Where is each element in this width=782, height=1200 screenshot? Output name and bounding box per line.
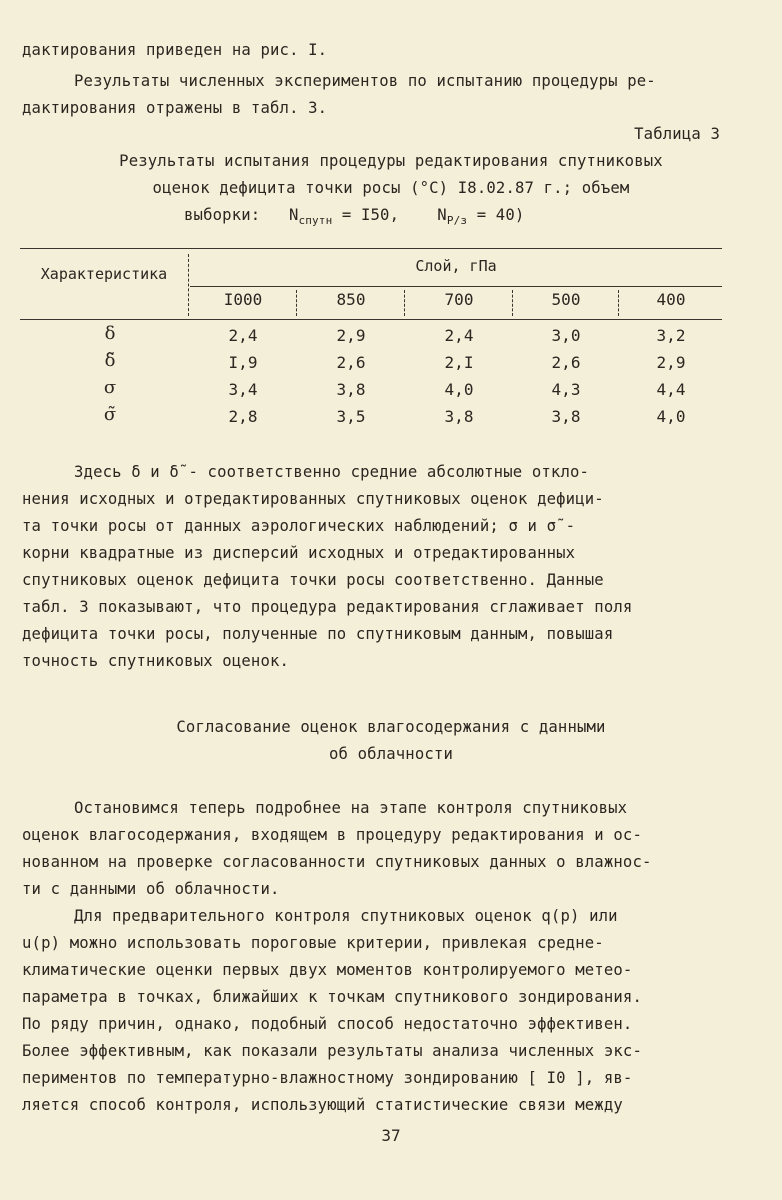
table-cell: 2,4 — [228, 326, 258, 345]
para3-line: климатические оценки первых двух моментов контролируемого метео- — [22, 961, 633, 979]
para1-line: та точки росы от данных аэрологических наблюдений; σ и σ̃ - — [22, 517, 576, 535]
row-symbol: σ̃ — [103, 404, 117, 425]
caption-n1: N — [288, 206, 299, 224]
table-cell: 2,9 — [336, 326, 366, 345]
table-caption-line-3 — [184, 205, 524, 231]
intro-line-1: дактирования приведен на рис. I. — [22, 41, 328, 59]
para1-line: Здесь δ и δ̃ - соответственно средние абсолютные откло- — [74, 463, 590, 481]
para2-line: оценок влагосодержания, входящем в процедуру редактирования и ос- — [22, 826, 642, 844]
layer-header: 700 — [444, 290, 474, 309]
table-cell: 4,0 — [444, 380, 474, 399]
para3-line: Более эффективным, как показали результаты анализа численных экс- — [22, 1042, 642, 1060]
para1-line: нения исходных и отредактированных спутниковых оценок дефици- — [22, 490, 604, 508]
para1-line: корни квадратные из дисперсий исходных и отредактированных — [22, 544, 576, 562]
caption-eq1: = I50, — [341, 206, 400, 224]
para3-line: Для предварительного контроля спутниковых оценок q(p) или — [74, 907, 618, 925]
section-title-line-2: об облачности — [329, 745, 453, 763]
table-cell: 4,0 — [656, 407, 686, 426]
para3-line: По ряду причин, однако, подобный способ недостаточно эффективен. — [22, 1015, 633, 1033]
table-divider-2 — [404, 290, 405, 316]
para1-line: спутниковых оценок дефицита точки росы соответственно. Данные — [22, 571, 604, 589]
para3-line: ляется способ контроля, использующий статистические связи между — [22, 1096, 623, 1114]
table-divider-3 — [512, 290, 513, 316]
table-divider-4 — [618, 290, 619, 316]
caption-n2-sub: P/з — [446, 214, 468, 228]
table-header-rule — [20, 319, 722, 320]
col-header-characteristic: Характеристика — [40, 265, 168, 283]
table-label: Таблица 3 — [634, 125, 720, 143]
para1-line: табл. 3 показывают, что процедура редактирования сглаживает поля — [22, 598, 633, 616]
layer-header: 400 — [656, 290, 686, 309]
table-cell: 3,2 — [656, 326, 686, 345]
data-table — [20, 246, 722, 436]
intro-line-2: Результаты численных экспериментов по испытанию процедуры ре- — [74, 72, 656, 90]
layer-header: 500 — [551, 290, 581, 309]
table-cell: 4,4 — [656, 380, 686, 399]
table-cell: 2,9 — [656, 353, 686, 372]
row-symbol: δ̃ — [104, 350, 116, 371]
table-cell: 2,6 — [336, 353, 366, 372]
para2-line: нованном на проверке согласованности спутниковых данных о влажнос- — [22, 853, 652, 871]
table-cell: 4,3 — [551, 380, 581, 399]
para1-line: точность спутниковых оценок. — [22, 652, 290, 670]
table-cell: 2,8 — [228, 407, 258, 426]
table-mid-rule — [190, 286, 722, 287]
table-divider-char — [188, 254, 189, 316]
table-divider-1 — [296, 290, 297, 316]
table-cell: I,9 — [228, 353, 258, 372]
table-cell: 3,0 — [551, 326, 581, 345]
caption-eq2: = 40) — [476, 206, 525, 224]
caption-n2: N — [437, 206, 447, 224]
table-caption-line-1: Результаты испытания процедуры редактирования спутниковых — [119, 152, 663, 170]
para3-line: параметра в точках, ближайших к точкам спутникового зондирования. — [22, 988, 642, 1006]
layer-header: I000 — [223, 290, 263, 309]
table-cell: 2,4 — [444, 326, 474, 345]
table-cell: 3,5 — [336, 407, 366, 426]
table-cell: 2,I — [444, 353, 474, 372]
para3-line: u(p) можно использовать пороговые критерии, привлекая средне- — [22, 934, 604, 952]
row-symbol: δ — [104, 323, 116, 344]
table-cell: 3,8 — [444, 407, 474, 426]
row-symbol: σ — [103, 377, 117, 398]
caption-n1-sub: спутн — [298, 214, 333, 228]
para1-line: дефицита точки росы, полученные по спутниковым данным, повышая — [22, 625, 614, 643]
para3-line: периментов по температурно-влажностному зондированию [ I0 ], яв- — [22, 1069, 633, 1087]
table-cell: 2,6 — [551, 353, 581, 372]
table-top-rule — [20, 248, 722, 249]
table-cell: 3,4 — [228, 380, 258, 399]
section-title-line-1: Согласование оценок влагосодержания с данными — [176, 718, 606, 736]
col-header-layer: Слой, гПа — [415, 257, 497, 275]
para2-line: Остановимся теперь подробнее на этапе контроля спутниковых — [74, 799, 628, 817]
layer-header: 850 — [336, 290, 366, 309]
table-cell: 3,8 — [551, 407, 581, 426]
caption-sample-label: выборки: — [184, 206, 261, 224]
table-cell: 3,8 — [336, 380, 366, 399]
page-number: 37 — [381, 1126, 401, 1145]
para2-line: ти с данными об облачности. — [22, 880, 280, 898]
intro-line-3: дактирования отражены в табл. 3. — [22, 99, 328, 117]
table-caption-line-2: оценок дефицита точки росы (°C) I8.02.87 г.; объем — [152, 179, 630, 197]
